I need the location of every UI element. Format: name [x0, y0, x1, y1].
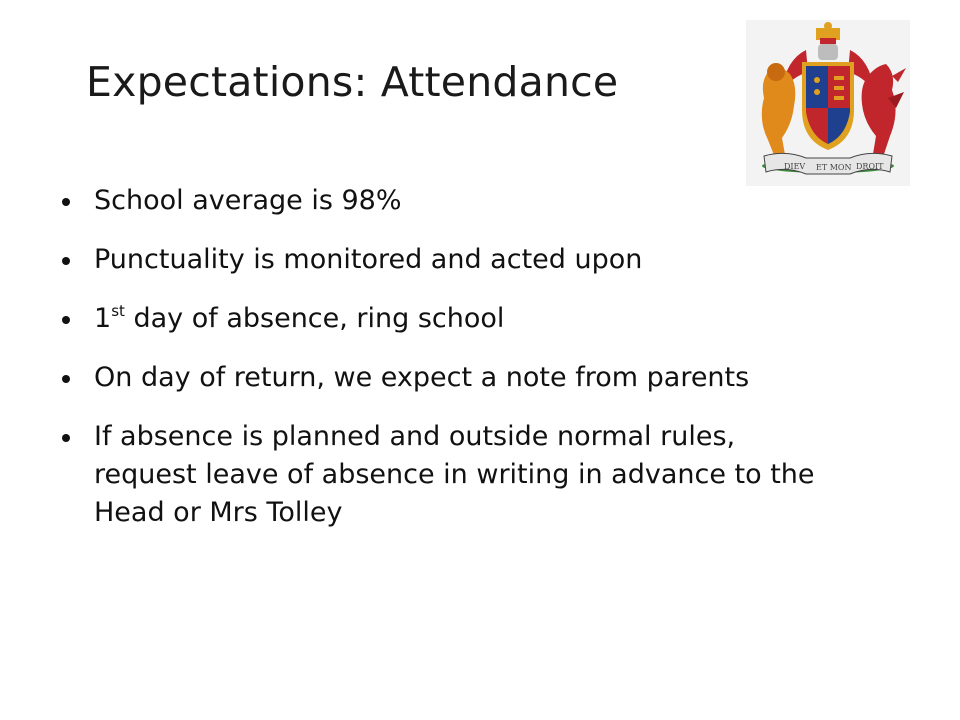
- school-crest-logo: [746, 20, 910, 186]
- bullet-text: School average is 98%: [94, 185, 402, 216]
- bullet-text: day of absence, ring school: [124, 303, 505, 334]
- bullet-text: On day of return, we expect a note from parents: [94, 362, 750, 393]
- shield-icon: [802, 62, 854, 150]
- bullet-item: [62, 418, 842, 532]
- bullet-prefix: 1: [94, 303, 112, 334]
- dragon-icon: [862, 64, 906, 160]
- bullet-text: Punctuality is monitored and acted upon: [94, 244, 643, 275]
- bullet-dot-icon: [62, 375, 70, 383]
- bullet-list: [62, 182, 842, 553]
- bullet-item: [62, 182, 842, 220]
- bullet-dot-icon: [62, 257, 70, 265]
- bullet-item: [62, 300, 842, 338]
- crown-icon: [816, 22, 840, 44]
- bullet-superscript: st: [111, 302, 125, 320]
- motto-word-2: ET MON: [816, 163, 852, 172]
- motto-word-3: DROIT: [856, 162, 884, 171]
- bullet-dot-icon: [62, 316, 70, 324]
- motto-scroll: [764, 153, 892, 174]
- bullet-dot-icon: [62, 198, 70, 206]
- bullet-item: [62, 359, 842, 397]
- slide-title: Expectations: Attendance: [86, 58, 619, 106]
- bullet-item: [62, 241, 842, 279]
- lion-icon: [762, 63, 796, 160]
- bullet-text: If absence is planned and outside normal rules, request leave of absence in writing in advance to the Head or Mrs Tolley: [94, 421, 815, 528]
- bullet-dot-icon: [62, 434, 70, 442]
- motto-word-1: DIEV: [784, 162, 806, 171]
